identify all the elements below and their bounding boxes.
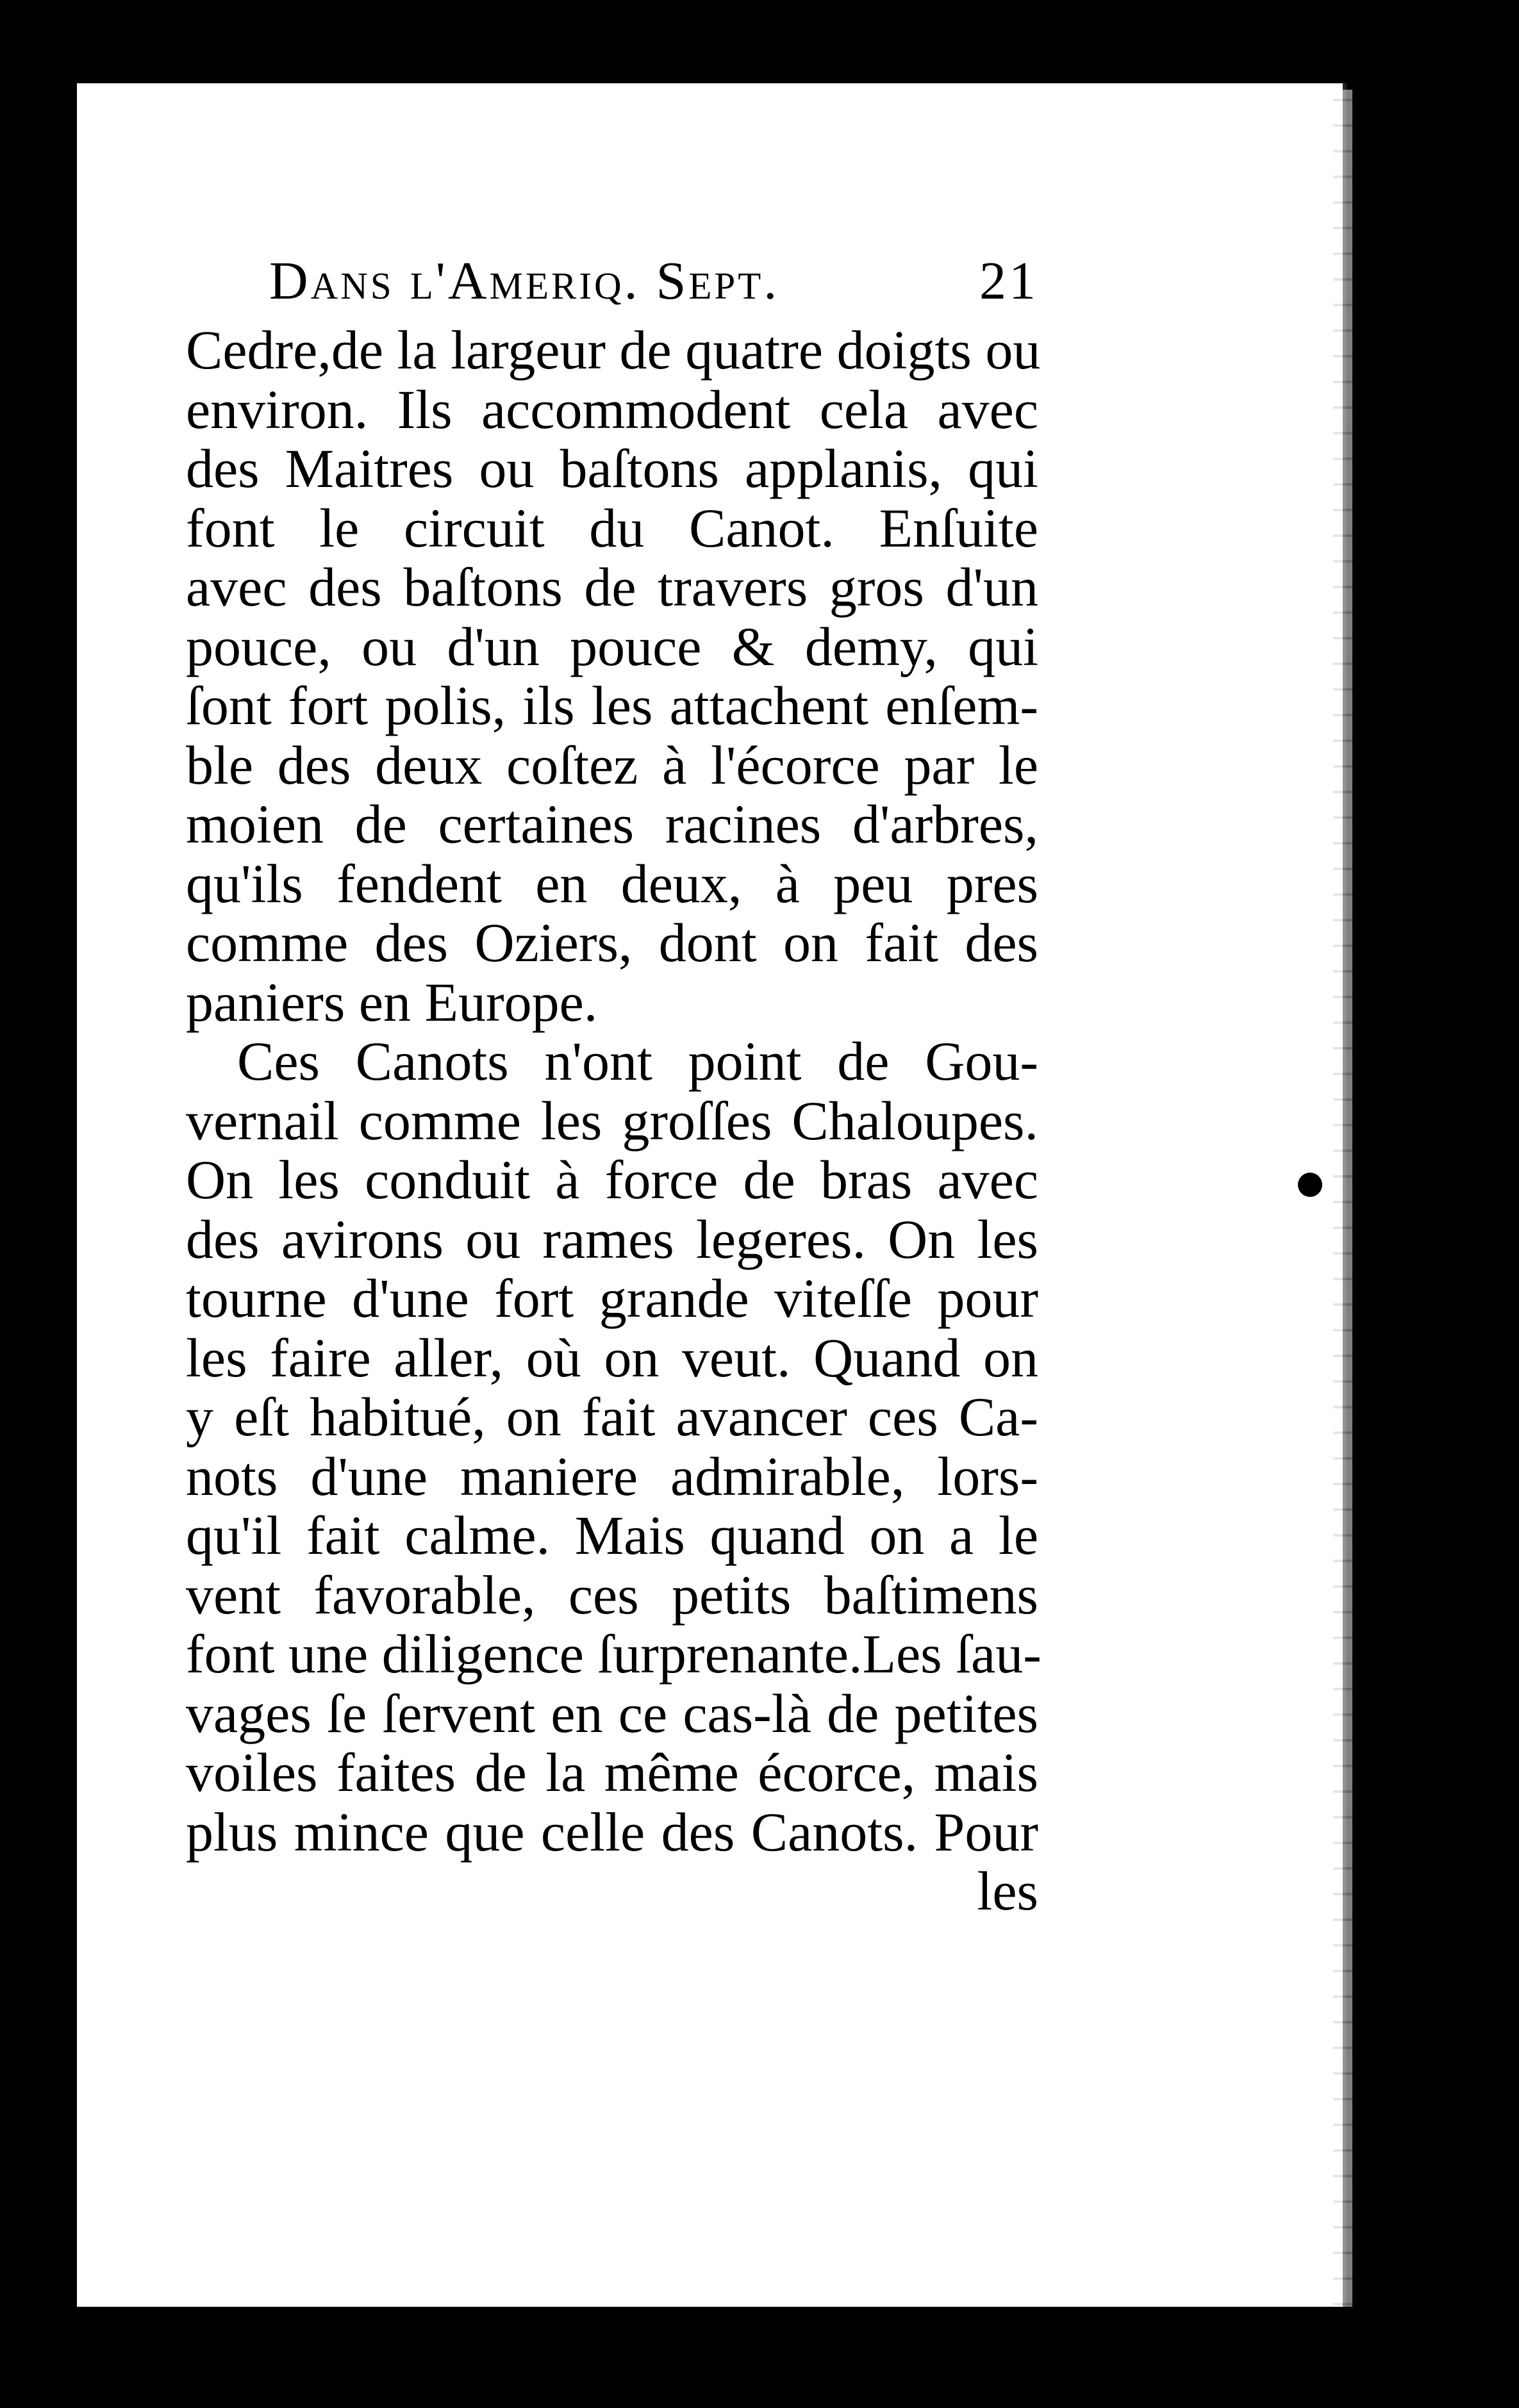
paragraph-end-line: paniers en Europe.: [186, 971, 598, 1033]
text-line: font le circuit du Canot. Enſuite: [186, 497, 1038, 559]
text-line: y eſt habitué, on fait avancer ces Ca-: [186, 1386, 1038, 1447]
body-text: [186, 319, 1042, 1922]
text-line: qu'il fait calme. Mais quand on a le: [186, 1505, 1038, 1566]
running-head: [269, 250, 1038, 327]
text-line: pouce, ou d'un pouce & demy, qui: [186, 615, 1038, 677]
text-line: vages ſe ſervent en ce cas-là de petites: [186, 1682, 1038, 1744]
text-line: nots d'une maniere admirable, lors-: [186, 1445, 1038, 1507]
text-line: ſont fort polis, ils les attachent enſem-: [186, 675, 1038, 736]
text-line: vernail comme les groſſes Chaloupes.: [186, 1089, 1038, 1151]
text-line: tourne d'une fort grande viteſſe pour: [186, 1267, 1038, 1329]
paragraph-start-line: Ces Canots n'ont point de Gou-: [237, 1030, 1038, 1092]
text-line: avec des baſtons de travers gros d'un: [186, 556, 1038, 618]
catchword: les: [977, 1860, 1038, 1922]
text-line: Cedre,de la largeur de quatre doigts ou: [186, 319, 1041, 381]
text-line: comme des Oziers, dont on fait des: [186, 912, 1038, 973]
ink-blot: [1298, 1173, 1322, 1197]
page-number: 21: [979, 251, 1038, 311]
text-line: moien de certaines racines d'arbres,: [186, 793, 1038, 855]
text-line: environ. Ils accommodent cela avec: [186, 378, 1038, 440]
page-edge: [1333, 90, 1352, 2307]
text-line: les faire aller, où on veut. Quand on: [186, 1326, 1038, 1389]
text-line: ble des deux coſtez à l'écorce par le: [186, 734, 1038, 796]
text-line: qu'ils fendent en deux, à peu pres: [186, 852, 1038, 914]
text-line: font une diligence ſurprenante.Les ſau-: [186, 1623, 1042, 1685]
text-line: vent favorable, ces petits baſtimens: [186, 1563, 1038, 1626]
text-line: des Maitres ou baſtons applanis, qui: [186, 438, 1038, 499]
text-line: voiles faites de la même écorce, mais: [186, 1742, 1038, 1803]
text-line: On les conduit à force de bras avec: [186, 1149, 1038, 1210]
text-line: plus mince que celle des Canots. Pour: [186, 1801, 1038, 1863]
running-title: Dans l'Ameriq. Sept.: [269, 251, 780, 311]
text-line: des avirons ou rames legeres. On les: [186, 1208, 1038, 1270]
